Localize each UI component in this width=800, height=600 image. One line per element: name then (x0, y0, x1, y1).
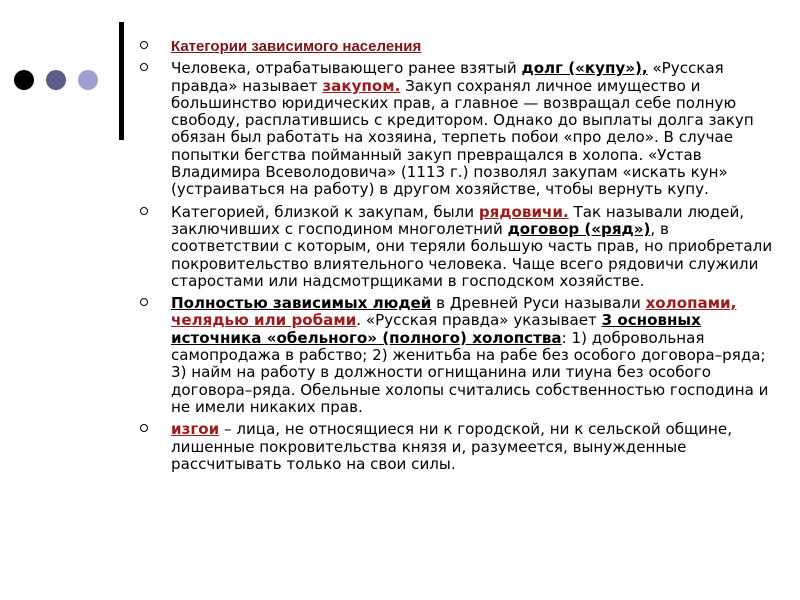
bullet-icon (140, 63, 148, 71)
text-segment: . «Русская правда» указывает (356, 311, 602, 330)
term-underline: долг («купу»), (521, 59, 648, 78)
dot-dark-blue (46, 70, 66, 90)
bullet-icon (140, 207, 148, 215)
bullet-item (140, 295, 780, 416)
bullet-icon (140, 41, 148, 49)
title-item (140, 38, 780, 55)
bullet-list (140, 60, 780, 473)
bullet-icon (140, 424, 148, 432)
text-segment: Так называли людей, заключивших с господином многолетний (171, 202, 745, 238)
text-segment: – лица, не относящиеся ни к городской, ни к сельской общине, лишенные покровительства князя и, разумеется, вынужденные рассчитывать только на свои силы. (171, 420, 733, 473)
text-segment: : 1) добровольная самопродажа в рабство; 2) женитьба на рабе без особого договора–ряда; 3) найм на работу в должности огнищанина или тиуна без особого договора–ряда. Обельные холопы считались собственностью господина и не имели никаких прав. (171, 328, 769, 416)
term-underline: 3 основных источника «обельного» (полного) холопства (171, 311, 701, 347)
term-highlight: закупом. (322, 76, 401, 95)
text-segment: Человека, отрабатывающего ранее взятый (171, 59, 522, 78)
text-segment: Категорией, близкой к закупам, были (171, 202, 479, 221)
term-highlight: холопами, челядью или робами (171, 294, 737, 330)
text-segment: «Русская правда» называет (171, 59, 724, 95)
text-segment: , в соответствии с которым, они теряли большую часть прав, но приобретали покровительство влиятельного человека. Чаще всего рядовичи служили старостами или надсмотрщиками в господском хозяйстве. (171, 219, 773, 290)
term-underline: Полностью зависимых людей (171, 294, 432, 313)
bullet-item (140, 204, 780, 290)
vertical-divider (119, 22, 124, 140)
dot-light-blue (78, 70, 98, 90)
bullet-icon (140, 298, 148, 306)
bullet-item (140, 421, 780, 473)
bullet-item (140, 60, 780, 198)
dot-black (14, 70, 34, 90)
term-underline: договор («ряд») (507, 219, 651, 238)
text-segment: Закуп сохранял личное имущество и большинство юридических прав, а главное — возвращал себе полную свободу, расплатившись с кредитором. Однако до выплаты долга закуп обязан был работать на хозяина, терпеть побои «про дело». В случае попытки бегства пойманный закуп превращался в холопа. «Устав Владимира Всеволодовича» (1113 г.) позволял закупам «искать кун» (устраиваться на работу) в другом хозяйстве, чтобы вернуть купу. (171, 76, 754, 199)
term-highlight: изгои (171, 420, 220, 439)
decorative-dots (14, 70, 104, 100)
slide-content (140, 38, 780, 478)
text-segment: в Древней Руси называли (431, 294, 646, 313)
term-highlight: рядовичи. (478, 202, 569, 221)
slide-title: Категории зависимого населения (171, 38, 422, 55)
